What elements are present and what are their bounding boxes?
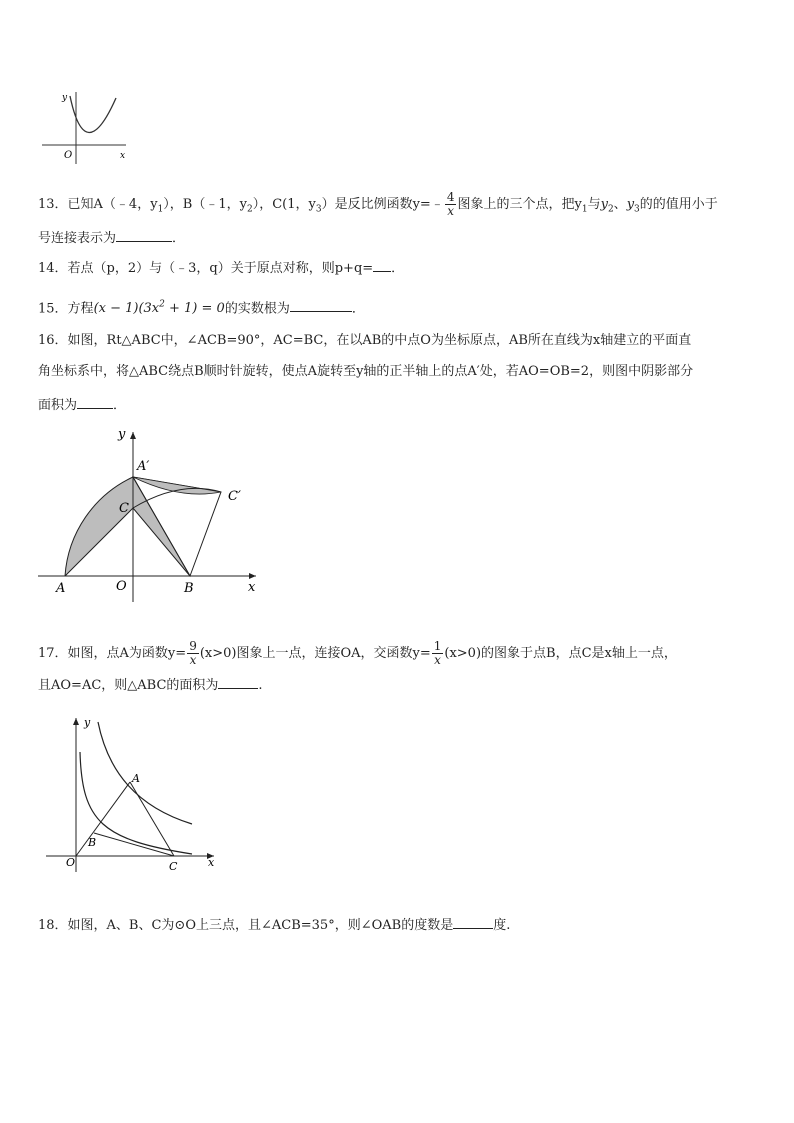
parabola-figure (40, 88, 140, 168)
axis-label-y: y (62, 93, 68, 103)
segment-OA (76, 782, 130, 856)
question-13: 13．已知A（﹣4，$y_1$），B（﹣1，$y_2$），C(1，$y_3$）是反比例函数y=﹣ $\frac{4}{x}$ 图象上的三个点，把$y_1$与$y_2$、$y_3$的的值用小于 (38, 190, 718, 218)
answer-blank[interactable] (290, 299, 352, 312)
label-C: C (119, 501, 129, 516)
curve-1-over-x (80, 752, 192, 854)
question-15: 15．方程$(x - 1)(3x^2 + 1) = 0$的实数根为 ． (38, 300, 365, 317)
axis-label-x: x (120, 151, 126, 161)
equation: $(x - 1)(3x^2 + 1) = 0$ (93, 300, 225, 317)
label-y: y (84, 716, 91, 729)
fraction-9-over-x: $\frac{9}{x}$ (189, 639, 197, 667)
x-axis-arrow (249, 573, 256, 579)
question-17-line2: 且AO=AC，则△ABC的面积为 . (38, 678, 263, 693)
y-axis-arrow (130, 432, 136, 439)
question-13-line2: 号连接表示为 ． (38, 231, 186, 246)
y-axis-arrow (73, 718, 79, 725)
question-14: 14．若点（p，2）与（﹣3，q）关于原点对称，则p+q= ． (38, 261, 405, 276)
parabola-curve (70, 96, 116, 133)
question-number: 16． (38, 333, 68, 348)
origin-label: O (64, 150, 73, 161)
question-18: 18．如图，A、B、C为⊙O上三点，且∠ACB=35°，则∠OAB的度数是 度. (38, 918, 511, 933)
curve-9-over-x (98, 722, 192, 824)
label-x: x (208, 856, 215, 869)
label-x: x (248, 580, 256, 595)
rotation-figure (30, 422, 270, 602)
question-number: 17． (38, 646, 68, 661)
label-A: A (132, 772, 140, 785)
label-B: B (184, 581, 194, 596)
question-16-line1: 16．如图，Rt△ABC中，∠ACB=90°，AC=BC，在以AB的中点O为坐标原点，AB所在直线为x轴建立的平面直 (38, 333, 692, 348)
label-A-prime: A′ (137, 459, 150, 474)
answer-blank[interactable] (116, 229, 172, 242)
question-16-line2: 角坐标系中，将△ABC绕点B顺时针旋转，使点A旋转至y轴的正半轴上的点A′处，若AO=OB=2，则图中阴影部分 (38, 364, 694, 379)
question-number: 18． (38, 918, 68, 933)
question-17-line1: 17．如图，点A为函数y= $\frac{9}{x}$ (x>0)图象上一点，连接OA，交函数y= $\frac{1}{x}$ (x>0)的图象于点B，点C是x轴上一点， (38, 639, 677, 667)
answer-blank[interactable] (218, 676, 258, 689)
label-y: y (118, 427, 126, 442)
label-B: B (88, 836, 97, 849)
answer-blank[interactable] (373, 259, 391, 272)
answer-blank[interactable] (453, 916, 493, 929)
question-16-line3: 面积为 ． (38, 398, 127, 413)
label-C-prime: C′ (228, 489, 241, 504)
label-A: A (56, 581, 66, 596)
question-number: 15． (38, 301, 68, 317)
hyperbola-figure (42, 712, 222, 872)
label-C: C (169, 860, 178, 872)
fraction-4-over-x: $\frac{4}{x}$ (446, 190, 455, 218)
answer-blank[interactable] (77, 396, 113, 409)
question-number: 13． (38, 197, 68, 212)
question-number: 14． (38, 261, 68, 276)
label-O: O (116, 579, 127, 594)
label-O: O (66, 856, 76, 869)
fraction-1-over-x: $\frac{1}{x}$ (433, 639, 442, 667)
